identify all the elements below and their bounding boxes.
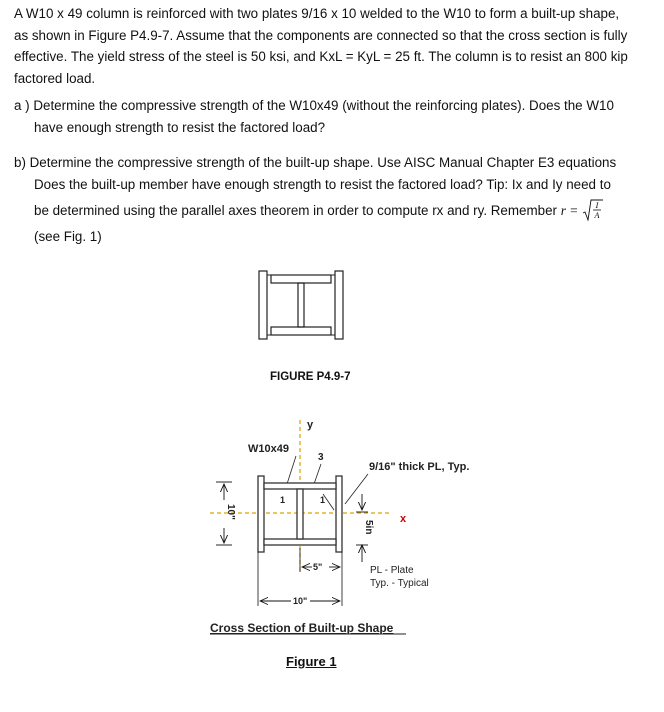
dim-5-horizontal-label: 5"	[313, 562, 323, 572]
intro-line-3: effective. The yield stress of the steel is 50 ksi, and KxL = KyL = 25 ft. The column is to resist an 800 kip	[14, 49, 628, 64]
number-1-right: 1	[320, 495, 326, 505]
part-a	[14, 95, 654, 138]
radius-formula	[561, 203, 604, 218]
part-b-line-1: b) Determine the compressive strength of the built-up shape. Use AISC Manual Chapter E3 equations	[14, 155, 617, 170]
detail-top-flange	[264, 483, 336, 489]
x-axis-label: x	[400, 513, 407, 525]
part-b-line-3	[14, 199, 654, 222]
problem-intro	[14, 3, 654, 89]
formula-denominator: A	[594, 211, 600, 220]
cross-section-diagram	[196, 412, 496, 636]
left-plate	[259, 271, 267, 339]
number-1-left: 1	[280, 495, 286, 505]
figure-top-caption: FIGURE P4.9-7	[270, 371, 351, 383]
dim-5in-label: 5in	[363, 520, 374, 535]
dim-10-horizontal-label: 10"	[293, 596, 308, 606]
intro-line-4: factored load.	[14, 70, 96, 86]
sqrt-fraction-icon	[582, 199, 604, 221]
figure-outline-drawing	[258, 270, 344, 340]
formula-lhs: r =	[560, 203, 579, 218]
dim-10in-vertical-label: 10"	[225, 504, 236, 520]
top-flange	[271, 275, 331, 283]
formula-numerator: I	[595, 201, 599, 210]
part-b-line-4: (see Fig. 1)	[34, 228, 102, 244]
web	[298, 283, 304, 327]
figure-1-label: Figure 1	[286, 654, 337, 669]
part-b	[14, 152, 654, 247]
part-a-line-1: a ) Determine the compressive strength of the W10x49 (without the reinforcing plates). Does the W10	[14, 98, 614, 113]
plate-label: 9/16" thick PL, Typ.	[369, 461, 470, 473]
w-shape-label: W10x49	[248, 443, 289, 455]
detail-right-plate	[336, 476, 342, 552]
part-a-line-2: have enough strength to resist the factored load?	[34, 119, 326, 135]
detail-left-plate	[258, 476, 264, 552]
detail-web	[297, 489, 303, 539]
legend-plate: PL - Plate	[370, 565, 414, 576]
legend-typical: Typ. - Typical	[370, 578, 429, 589]
intro-line-1: A W10 x 49 column is reinforced with two plates 9/16 x 10 welded to the W10 to form a built-up shape,	[14, 6, 620, 21]
bottom-flange	[271, 327, 331, 335]
part-b-line-3-text: be determined using the parallel axes theorem in order to compute rx and ry. Remember	[34, 203, 557, 218]
detail-bottom-flange	[264, 539, 336, 545]
y-axis-label: y	[307, 419, 314, 431]
cross-section-title: Cross Section of Built-up Shape	[210, 621, 394, 635]
number-3-label: 3	[318, 452, 324, 463]
part-b-line-2: Does the built-up member have enough strength to resist the factored load? Tip: Ix and Iy need to	[34, 176, 611, 192]
right-plate	[335, 271, 343, 339]
intro-line-2: as shown in Figure P4.9-7. Assume that the components are connected so that the cross section is fully	[14, 27, 628, 43]
